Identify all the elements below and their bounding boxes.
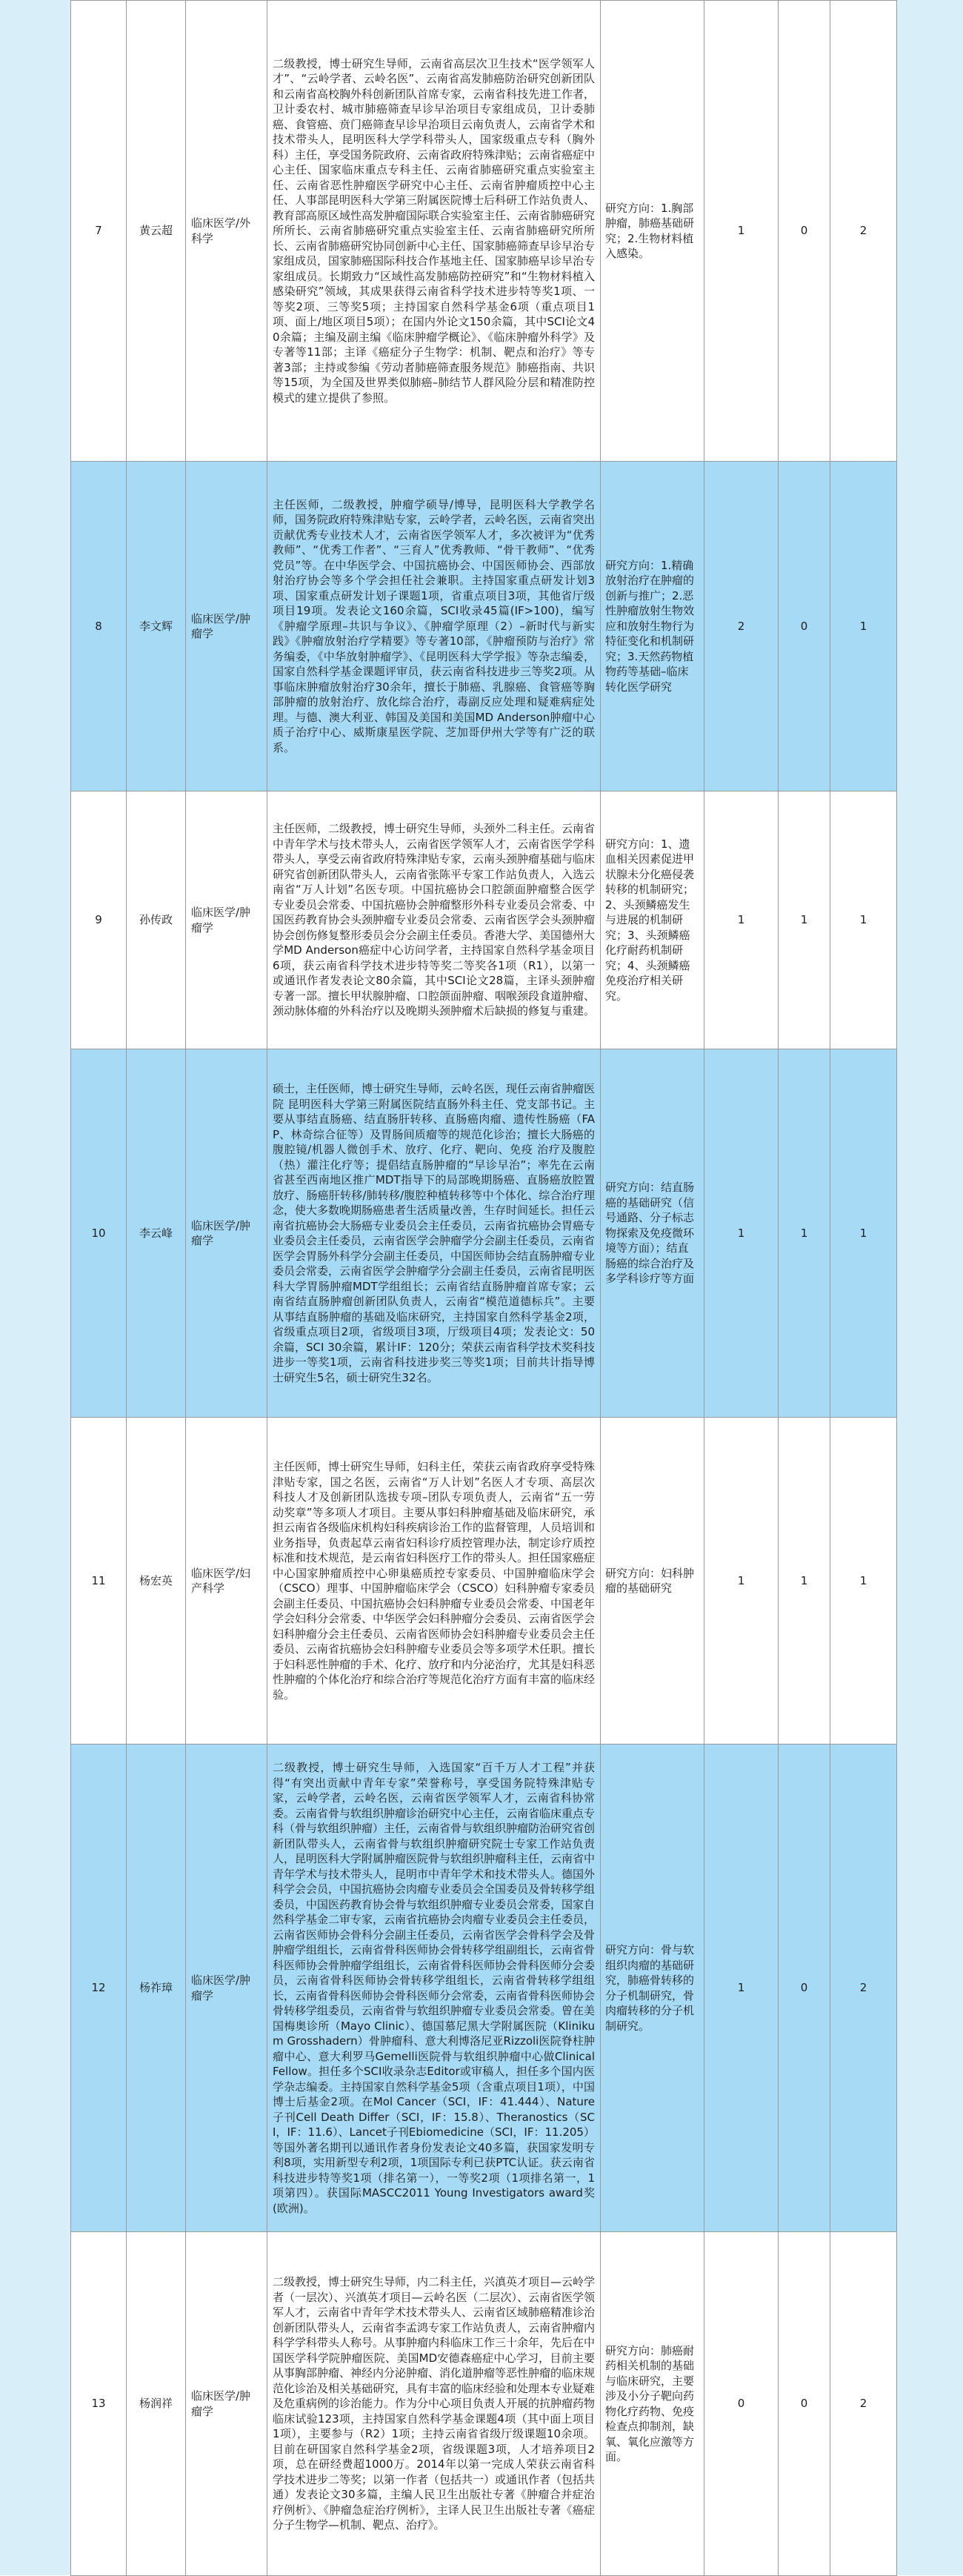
row-number: 12	[71, 1745, 127, 2232]
research-direction: 研究方向：1.胸部肿瘤，肺癌基础研究；2.生物材料植入感染。	[601, 1, 704, 462]
count-col-2: 0	[779, 462, 830, 791]
table-row	[71, 1418, 897, 1745]
research-direction: 研究方向：1、遗血相关因素促进甲状腺未分化癌侵袭转移的机制研究；2、头颈鳞癌发生与进展的机制研究；3、头颈鳞癌化疗耐药机制研究；4、头颈鳞癌免疫治疗相关研究。	[601, 791, 704, 1049]
discipline: 临床医学/肿瘤学	[186, 1745, 267, 2232]
count-col-1: 2	[704, 462, 779, 791]
count-col-3: 1	[830, 1049, 897, 1418]
row-number: 8	[71, 462, 127, 791]
row-number: 7	[71, 1, 127, 462]
supervisor-name: 杨润祥	[127, 2232, 186, 2576]
biography: 二级教授，博士研究生导师，云南省高层次卫生技术“医学领军人才”、“云岭学者、云岭名医”、云南省高发肺癌防治研究创新团队和云南省高校胸外科创新团队首席专家，云南省科技先进工作者，卫计委农村、城市肺癌筛查早诊早治项目专家组成员，卫计委肺癌、食管癌、贲门癌筛查早诊早治项目云南负责人，云南省学术和技术带头人，昆明医科大学学科带头人，国家级重点专科（胸外科）主任，享受国务院政府、云南省政府特殊津贴；云南省癌症中心主任、国家临床重点专科主任、云南省肺癌研究重点实验室主任、云南省恶性肿瘤医学研究中心主任、云南省肿瘤质控中心主任、人事部昆明医科大学第三附属医院博士后科研工作站负责人、教育部高原区域性高发肿瘤国际联合实验室主任、云南省肺癌研究所所长、云南省肺癌研究重点实验室主任、云南省肺癌研究所所长、云南省肺癌研究协同创新中心主任、国家肺癌筛查早诊早治专家组成员，国家肺癌国际科技合作基地主任、国家肺癌早诊早治专家组成员。长期致力“区域性高发肺癌防控研究”和“生物材料植入感染研究”领域，其成果获得云南省科学技术进步特等奖1项、一等奖2项、三等奖5项；主持国家自然科学基金6项（重点项目1项、面上/地区项目5项）；在国内外论文150余篇，其中SCI论文40余篇；主编及副主编《临床肿瘤学概论》、《临床肿瘤外科学》及专著等11部；主译《癌症分子生物学：机制、靶点和治疗》等专著3部；主持或参编《劳动者肺癌筛查服务规范》肺癌指南、共识等15项，为全国及世界类似肺癌–肺结节人群风险分层和精准防控模式的建立提供了参照。	[267, 1, 601, 462]
discipline: 临床医学/妇产科学	[186, 1418, 267, 1745]
research-direction: 研究方向：1.精确放射治疗在肿瘤的创新与推广；2.恶性肿瘤放射生物效应和放射生物行为特征变化和机制研究；3.天然药物植物药等基础–临床转化医学研究	[601, 462, 704, 791]
discipline: 临床医学/肿瘤学	[186, 791, 267, 1049]
page-margin-left	[0, 0, 70, 2575]
count-col-3: 2	[830, 1, 897, 462]
supervisor-name: 李云峰	[127, 1049, 186, 1418]
supervisor-name: 黄云超	[127, 1, 186, 462]
row-number: 13	[71, 2232, 127, 2576]
count-col-1: 1	[704, 1, 779, 462]
supervisor-name: 杨宏英	[127, 1418, 186, 1745]
count-col-3: 1	[830, 791, 897, 1049]
supervisor-name: 杨祚璋	[127, 1745, 186, 2232]
supervisor-table	[70, 0, 897, 2576]
discipline: 临床医学/肿瘤学	[186, 2232, 267, 2576]
count-col-2: 1	[779, 1049, 830, 1418]
count-col-2: 0	[779, 1745, 830, 2232]
count-col-2: 0	[779, 2232, 830, 2576]
research-direction: 研究方向：妇科肿瘤的基础研究	[601, 1418, 704, 1745]
count-col-2: 1	[779, 1418, 830, 1745]
table-row	[71, 1, 897, 462]
count-col-3: 2	[830, 1745, 897, 2232]
biography: 主任医师，二级教授，博士研究生导师，头颈外二科主任。云南省中青年学术与技术带头人，云南省医学领军人才，云南省医学学科带头人，享受云南省政府特殊津贴专家，云南头颈肿瘤基础与临床研究省创新团队带头人，云南省张陈平专家工作站负责人，入选云南省“万人计划”名医专项。中国抗癌协会口腔颌面肿瘤整合医学专业委员会常委、中国抗癌协会肿瘤整形外科专业委员会常委、中国医药教育协会头颈肿瘤专业委员会常委、云南省医学会头颈肿瘤协会创伤修复整形委员会分会副主任委员。香港大学、美国德州大学MD Anderson癌症中心访问学者，主持国家自然科学基金项目6项，获云南省科学技术进步特等奖二等奖各1项（R1），以第一或通讯作者发表论文80余篇，其中SCI论文28篇，主译头颈肿瘤专著一部。擅长甲状腺肿瘤、口腔颌面肿瘤、咽喉颈段食道肿瘤、颈动脉体瘤的外科治疗以及晚期头颈肿瘤术后缺损的修复与重建。	[267, 791, 601, 1049]
biography: 主任医师，博士研究生导师，妇科主任，荣获云南省政府享受特殊津贴专家，国之名医，云南省“万人计划”名医人才专项、高层次科技人才及创新团队选拔专项–团队专项负责人，云南省“五一劳动奖章”等多项人才项目。主要从事妇科肿瘤基础及临床研究，承担云南省各级临床机构妇科疾病诊治工作的监督管理，人员培训和业务指导，负责起草云南省妇科诊疗质控管理办法，制定诊疗质控标准和技术规范，是云南省妇科医疗工作的带头人。担任国家癌症中心国家肿瘤质控中心卵巢癌质控专家委员、中国肿瘤临床学会（CSCO）理事、中国肿瘤临床学会（CSCO）妇科肿瘤专家委员会副主任委员、中国抗癌协会妇科肿瘤专业委员会常委、中国老年学会妇科分会常委、中华医学会妇科肿瘤分会委员、云南省医学会妇科肿瘤分会主任委员、云南省医师协会妇科肿瘤专业委员会主任委员、云南省抗癌协会妇科肿瘤专业委员会等多项学术任职。擅长于妇科恶性肿瘤的手术、化疗、放疗和内分泌治疗，尤其是妇科恶性肿瘤的个体化治疗和综合治疗等规范化治疗方面有丰富的临床经验。	[267, 1418, 601, 1745]
biography: 主任医师，二级教授，肿瘤学硕导/博导，昆明医科大学教学名师，国务院政府特殊津贴专家，云岭学者，云岭名医，云南省突出贡献优秀专业技术人才，云南省医学领军人才，多次被评为“优秀教师”、“优秀工作者”、“三育人”优秀教师、“骨干教师”、“优秀党员”等。在中华医学会、中国抗癌协会、中国医师协会、西部放射治疗协会等多个学会担任社会兼职。主持国家重点研发计划3项、国家重点研发计划子课题1项，省重点项目3项，其他省厅级项目19项。发表论文160余篇，SCI收录45篇(IF>100)，编写《肿瘤学原理–共识与争议》、《肿瘤学原理（2）–新时代与新实践》《肿瘤放射治疗学精要》等专著10部，《肿瘤预防与治疗》常务编委，《中华放射肿瘤学》、《昆明医科大学学报》等杂志编委，国家自然科学基金课题评审员，获云南省科技进步三等奖2项。从事临床肿瘤放射治疗30余年，擅长于肺癌、乳腺癌、食管癌等胸部肿瘤的放射治疗、放化综合治疗，毒副反应处理和疑难病症处理。与德、澳大利亚、韩国及美国和美国MD Anderson肿瘤中心质子治疗中心、威斯康星医学院、芝加哥伊州大学等有广泛的联系。	[267, 462, 601, 791]
biography: 二级教授，博士研究生导师，入选国家“百千万人才工程”并获得“有突出贡献中青年专家”荣誉称号，享受国务院特殊津贴专家，云岭学者，云岭名医，云南省医学领军人才，云南省科协常委。云南省骨与软组织肿瘤诊治研究中心主任，云南省临床重点专科（骨与软组织肿瘤）主任，云南省骨与软组织肿瘤防治研究省创新团队带头人，云南省骨与软组织肿瘤研究院士专家工作站负责人，昆明医科大学附属肿瘤医院骨与软组织肿瘤科主任，云南省中青年学术与技术带头人，昆明市中青年学术和技术带头人。德国外科学会会员，中国抗癌协会肉瘤专业委员会全国委员及骨转移学组委员，中国医药教育协会骨与软组织肿瘤专业委员会常委，国家自然科学基金二审专家，云南省抗癌协会肉瘤专业委员会主任委员，云南省医师协会骨科分会副主任委员，云南省医学会骨科学会及骨肿瘤学组组长，云南省骨科医师协会骨转移学组副组长，云南省骨科医师协会骨肿瘤学组组长，云南省骨科医师协会骨科医师分会委员，云南省骨科医师协会骨转移学组组长，云南省骨转移学组组长，云南省骨科医师协会骨科医师分会常委，云南省骨科医师协会骨转移学组委员，云南省骨与软组织肿瘤专业委员会常委。曾在美国梅奥诊所（Mayo Clinic）、德国慕尼黑大学附属医院（Klinikum Grosshadern）骨肿瘤科、意大利博洛尼亚Rizzoli医院脊柱肿瘤中心、意大利罗马Gemelli医院骨与软组织肿瘤中心做Clinical Fellow。担任多个SCI收录杂志Editor或审稿人，担任多个国内医学杂志编委。主持国家自然科学基金5项（含重点项目1项），中国博士后基金2项。在Mol Cancer（SCI，IF：41.444）、Nature子刊Cell Death Differ（SCI，IF：15.8）、Theranostics（SCI，IF：11.6）、Lancet子刊Ebiomedicine（SCI，IF：11.205）等国外著名期刊以通讯作者身份发表论文40多篇，获国家发明专利8项，实用新型专利2项，1项国际专利已获PTC认证。获云南省科技进步特等奖1项（排名第一），一等奖2项（1项排名第一，1项第四）。获国际MASCC2011 Young Investigators award奖(欧洲)。	[267, 1745, 601, 2232]
count-col-2: 1	[779, 791, 830, 1049]
count-col-1: 1	[704, 1049, 779, 1418]
table-row	[71, 2232, 897, 2576]
biography: 二级教授，博士研究生导师，内二科主任，兴滇英才项目—云岭学者（一层次）、兴滇英才项目—云岭名医（二层次）、云南省医学领军人才，云南省中青年学术技术带头人、云南省区域肺癌精准诊治创新团队带头人，云南省李孟鸿专家工作站负责人，云南省肿瘤内科学学科带头人称号。从事肿瘤内科临床工作三十余年，先后在中国医学科学院肿瘤医院、美国MD安德森癌症中心学习，目前主要从事胸部肿瘤、神经内分泌肿瘤、消化道肿瘤等恶性肿瘤的临床规范化诊治及相关基础研究，具有丰富的临床经验和处理本专业疑难及危重病例的诊治能力。作为分中心项目负责人开展的抗肿瘤药物临床试验123项，主持国家自然科学基金课题4项（其中面上项目1项），主要参与（R2）1项；主持云南省省级厅级课题10余项。目前在研国家自然科学基金2项，省级课题3项，人才培养项目2项，总在研经费超1000万。2014年以第一完成人荣获云南省科学技术进步二等奖；以第一作者（包括共一）或通讯作者（包括共通）发表论文30多篇，主编人民卫生出版社专著《肿瘤合并症治疗例析》、《肿瘤急症治疗例析》，主译人民卫生出版社专著《癌症分子生物学—机制、靶点、治疗》。	[267, 2232, 601, 2576]
table-row	[71, 1745, 897, 2232]
supervisor-name: 孙传政	[127, 791, 186, 1049]
row-number: 9	[71, 791, 127, 1049]
discipline: 临床医学/肿瘤学	[186, 1049, 267, 1418]
count-col-3: 1	[830, 1418, 897, 1745]
page-margin-right	[896, 0, 963, 2575]
count-col-3: 1	[830, 462, 897, 791]
discipline: 临床医学/外科学	[186, 1, 267, 462]
supervisor-name: 李文辉	[127, 462, 186, 791]
discipline: 临床医学/肿瘤学	[186, 462, 267, 791]
biography: 硕士，主任医师，博士研究生导师，云岭名医，现任云南省肿瘤医院 昆明医科大学第三附属医院结直肠外科主任、党支部书记。主要从事结直肠癌、结直肠肝转移、直肠癌肉瘤、遗传性肠癌（FAP、林奇综合征等）及胃肠间质瘤等的规范化诊治；擅长大肠癌的腹腔镜/机器人微创手术、放疗、化疗、靶向、免疫 治疗及腹腔（热）灌注化疗等；提倡结直肠肿瘤的“早诊早治”；率先在云南省甚至西南地区推广MDT指导下的局部晚期肠癌、直肠癌放腔置放疗、肠癌肝转移/肺转移/腹腔种植转移等中个体化、综合治疗理念，使大多数晚期肠癌患者生活质量改善，生存时间延长。担任云南省抗癌协会大肠癌专业委员会主任委员，云南省抗癌协会胃癌专业委员会主任委员，云南省医学会肿瘤学分会副主任委员，云南省医学会胃肠外科学分会副主任委员，中国医师协会结直肠肿瘤专业委员会常委，云南省医学会肿瘤学分会副主任委员，云南省昆明医科大学胃肠肿瘤MDT学组组长；云南省结直肠肿瘤首席专家；云南省结直肠肿瘤创新团队负责人，云南省“模范道德标兵”。主要从事结直肠肿瘤的基础及临床研究，主持国家自然科学基金2项，省级重点项目2项，省级项目3项，厅级项目4项；发表论文：50余篇，SCI 30余篇，累计IF：120分；荣获云南省科学技术奖科技进步一等奖1项，云南省科技进步奖三等奖1项；目前共计指导博士研究生5名，硕士研究生32名。	[267, 1049, 601, 1418]
count-col-3: 2	[830, 2232, 897, 2576]
research-direction: 研究方向：肺癌耐药相关机制的基础与临床研究，主要涉及小分子靶向药物化疗药物、免疫检查点抑制剂，缺氧、氧化应激等方面。	[601, 2232, 704, 2576]
count-col-1: 1	[704, 791, 779, 1049]
research-direction: 研究方向：骨与软组织肉瘤的基础研究，肺癌骨转移的分子机制研究，骨肉瘤转移的分子机制研究。	[601, 1745, 704, 2232]
table-row	[71, 462, 897, 791]
table-row	[71, 1049, 897, 1418]
row-number: 10	[71, 1049, 127, 1418]
count-col-2: 0	[779, 1, 830, 462]
row-number: 11	[71, 1418, 127, 1745]
count-col-1: 1	[704, 1418, 779, 1745]
research-direction: 研究方向：结直肠癌的基础研究（信号通路、分子标志物探索及免疫微环境等方面）；结直肠癌的综合治疗及多学科诊疗等方面	[601, 1049, 704, 1418]
count-col-1: 1	[704, 1745, 779, 2232]
count-col-1: 0	[704, 2232, 779, 2576]
table-row	[71, 791, 897, 1049]
